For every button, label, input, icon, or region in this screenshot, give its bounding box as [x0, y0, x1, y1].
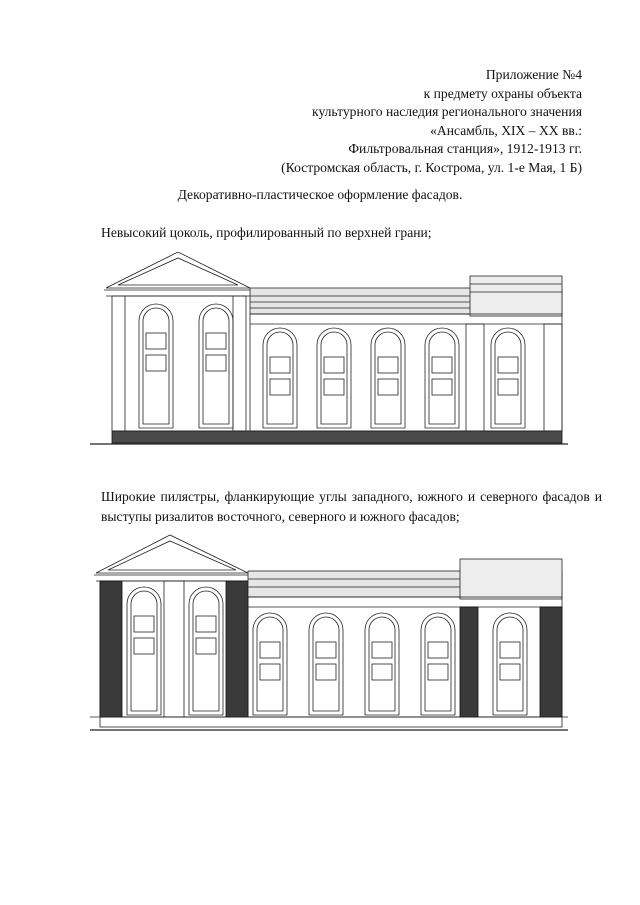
window-pane	[324, 379, 344, 395]
address-line: (Костромская область, г. Кострома, ул. 1-е Мая, 1 Б)	[281, 159, 582, 175]
window-pane	[500, 642, 520, 658]
window-pane	[428, 642, 448, 658]
window-pane	[134, 616, 154, 632]
arched-window-frame	[267, 332, 293, 424]
arched-window	[263, 328, 297, 428]
window-pane	[372, 642, 392, 658]
window-pane	[432, 379, 452, 395]
item-plinth-description: Невысокий цоколь, профилированный по верхней грани;	[101, 225, 432, 240]
station-name-line: Фильтровальная станция», 1912-1913 гг.	[348, 141, 582, 157]
arched-window-frame	[143, 308, 169, 424]
window-pane	[146, 333, 166, 349]
arched-window	[425, 328, 459, 428]
window-pane	[500, 664, 520, 680]
section-title: Декоративно-пластическое оформление фасадов.	[177, 187, 463, 202]
window-pane	[260, 664, 280, 680]
facade-elevation-1	[90, 252, 580, 448]
window-pane	[196, 638, 216, 654]
arched-window	[189, 587, 223, 715]
facade-elevation-2	[90, 533, 580, 733]
protection-subject-line: к предмету охраны объекта	[423, 85, 582, 101]
arched-window	[127, 587, 161, 715]
window-pane	[134, 638, 154, 654]
window-pane	[270, 357, 290, 373]
window-pane	[378, 357, 398, 373]
window-pane	[260, 642, 280, 658]
window-pane	[432, 357, 452, 373]
arched-window-frame	[193, 591, 219, 711]
arched-window	[317, 328, 351, 428]
arched-window	[199, 304, 233, 428]
arched-window	[139, 304, 173, 428]
window-pane	[378, 379, 398, 395]
arched-window-frame	[321, 332, 347, 424]
item-pilasters-description: Широкие пилястры, фланкирующие углы западного, южного и северного фасадов и выступы ризалитов восточного, северного и южного фасадов;	[101, 489, 602, 524]
arched-window	[371, 328, 405, 428]
arched-window-frame	[131, 591, 157, 711]
window-pane	[498, 357, 518, 373]
window-pane	[324, 357, 344, 373]
window-pane	[196, 616, 216, 632]
window-pane	[206, 333, 226, 349]
window-pane	[428, 664, 448, 680]
arched-window	[491, 328, 525, 428]
window-pane	[316, 642, 336, 658]
arched-window-frame	[375, 332, 401, 424]
heritage-level-line: культурного наследия регионального значения	[312, 104, 582, 120]
facade-drawing-pilasters	[90, 533, 580, 733]
arched-window-frame	[495, 332, 521, 424]
ensemble-name-line: «Ансамбль, XIX – XX вв.:	[430, 122, 582, 138]
window-pane	[270, 379, 290, 395]
window-pane	[206, 355, 226, 371]
appendix-number: Приложение №4	[485, 67, 582, 82]
window-pane	[372, 664, 392, 680]
facade-drawing-plinth	[90, 252, 580, 448]
window-pane	[316, 664, 336, 680]
arched-window-frame	[203, 308, 229, 424]
appendix-header	[122, 66, 582, 178]
window-pane	[498, 379, 518, 395]
window-pane	[146, 355, 166, 371]
arched-window-frame	[429, 332, 455, 424]
